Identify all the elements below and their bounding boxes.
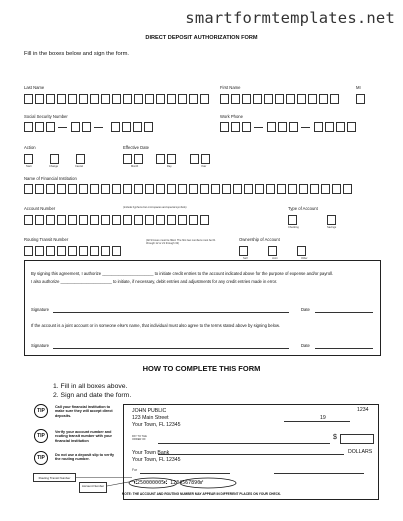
input-box[interactable] — [278, 122, 287, 132]
input-box[interactable] — [167, 215, 176, 225]
how-to-steps — [53, 382, 131, 400]
input-box[interactable] — [90, 184, 99, 194]
account-type-label: Type of Account — [288, 206, 318, 211]
input-box[interactable] — [112, 94, 121, 104]
effective-date-label: Effective Date — [123, 145, 149, 150]
input-box[interactable] — [57, 215, 66, 225]
work-phone-label: Work Phone — [220, 114, 243, 119]
input-box[interactable] — [330, 94, 339, 104]
input-box[interactable] — [200, 184, 209, 194]
tip-badge-3: TIP — [34, 451, 48, 465]
input-box[interactable] — [134, 184, 143, 194]
input-box[interactable] — [24, 154, 33, 164]
input-box[interactable] — [308, 94, 317, 104]
date2-label: Date — [301, 343, 310, 348]
input-box[interactable] — [90, 215, 99, 225]
input-box[interactable] — [277, 184, 286, 194]
input-box[interactable] — [35, 94, 44, 104]
input-box[interactable] — [314, 122, 323, 132]
institution-label: Name of Financial Institution — [24, 176, 77, 181]
action-cancel: Cancel — [75, 165, 84, 168]
input-box[interactable] — [211, 184, 220, 194]
input-box[interactable] — [145, 215, 154, 225]
input-box[interactable] — [46, 246, 55, 256]
tip-2: Verify your account number and routing transit number with your financial institution — [55, 430, 112, 443]
check-words-line — [158, 454, 344, 455]
input-box[interactable] — [178, 215, 187, 225]
input-box[interactable] — [145, 94, 154, 104]
own-self: Self — [243, 257, 248, 260]
input-box[interactable] — [24, 122, 33, 132]
input-box[interactable] — [68, 246, 77, 256]
input-box[interactable] — [332, 184, 341, 194]
input-box[interactable] — [255, 184, 264, 194]
input-box[interactable] — [156, 184, 165, 194]
input-box[interactable] — [35, 122, 44, 132]
input-box[interactable] — [288, 215, 297, 225]
input-box[interactable] — [233, 184, 242, 194]
input-box[interactable] — [101, 246, 110, 256]
input-box[interactable] — [267, 122, 276, 132]
input-box[interactable] — [275, 94, 284, 104]
tip-badge-2: TIP — [34, 429, 48, 443]
input-box[interactable] — [288, 184, 297, 194]
input-box[interactable] — [134, 94, 143, 104]
input-box[interactable] — [145, 184, 154, 194]
input-box[interactable] — [310, 184, 319, 194]
action-label: Action — [24, 145, 36, 150]
input-box[interactable] — [190, 154, 199, 164]
date-label: Date — [301, 307, 310, 312]
input-box[interactable] — [46, 122, 55, 132]
action-start: Start — [26, 165, 32, 168]
brand-watermark: smartformtemplates.net — [185, 9, 395, 27]
input-box[interactable] — [46, 184, 55, 194]
input-box[interactable] — [167, 154, 176, 164]
own-joint: Joint — [272, 257, 278, 260]
mi-label: MI — [356, 85, 361, 90]
input-box[interactable] — [24, 184, 33, 194]
input-box[interactable] — [189, 184, 198, 194]
input-box[interactable] — [24, 94, 33, 104]
check-city: Your Town, FL 12345 — [132, 422, 181, 428]
check-dollars: DOLLARS — [348, 449, 373, 455]
input-box[interactable] — [112, 246, 121, 256]
date2-line[interactable] — [315, 348, 373, 349]
agreement-line-2: I also authorize ______________________ to initiate, if necessary, debit entries and adjustments for any credit entries made in error. — [31, 279, 278, 284]
input-box[interactable] — [57, 184, 66, 194]
account-number-label: Account Number — [24, 206, 56, 211]
input-box[interactable] — [134, 154, 143, 164]
input-box[interactable] — [46, 215, 55, 225]
input-box[interactable] — [356, 94, 365, 104]
input-box[interactable] — [133, 122, 142, 132]
signature2-line[interactable] — [53, 348, 289, 349]
input-box[interactable] — [101, 184, 110, 194]
input-box[interactable] — [134, 215, 143, 225]
check-name: JOHN PUBLIC — [132, 408, 167, 414]
check-bank-city: Your Town, FL 12345 — [132, 457, 181, 463]
input-box[interactable] — [347, 122, 356, 132]
form-title: DIRECT DEPOSIT AUTHORIZATION FORM — [145, 35, 258, 41]
input-box[interactable] — [244, 184, 253, 194]
input-box[interactable] — [222, 184, 231, 194]
joint-note: If the account is a joint account or in someone else's name, that individual must also agree to the terms stated above by signing below. — [31, 323, 280, 328]
check-dollar-sign: $ — [333, 434, 337, 441]
routing-label: Routing Transit Number — [24, 237, 69, 242]
input-box[interactable] — [111, 122, 120, 132]
input-box[interactable] — [299, 184, 308, 194]
input-box[interactable] — [46, 94, 55, 104]
input-box[interactable] — [123, 94, 132, 104]
signature-label: Signature — [31, 307, 49, 312]
input-box[interactable] — [90, 246, 99, 256]
input-box[interactable] — [231, 122, 240, 132]
input-box[interactable] — [220, 94, 229, 104]
input-box[interactable] — [90, 94, 99, 104]
input-box[interactable] — [71, 122, 80, 132]
first-name-label: First Name — [220, 85, 241, 90]
input-box[interactable] — [24, 246, 33, 256]
tip-badge-1: TIP — [34, 404, 48, 418]
separator-dash — [58, 127, 67, 128]
input-box[interactable] — [79, 184, 88, 194]
input-box[interactable] — [266, 184, 275, 194]
signature2-label: Signature — [31, 343, 49, 348]
date-line[interactable] — [315, 312, 373, 313]
action-change: Change — [49, 165, 59, 168]
check-pay-to: PAY TO THE ORDER OF — [132, 435, 147, 441]
step-2: 2. Sign and date the form. — [53, 392, 132, 399]
input-box[interactable] — [112, 215, 121, 225]
account-number-note: (include hyphens but omit spaces and special symbols) — [123, 206, 187, 209]
input-box[interactable] — [68, 215, 77, 225]
signature-line[interactable] — [53, 312, 289, 313]
input-box[interactable] — [297, 246, 306, 256]
type-checking: Checking — [288, 226, 299, 229]
input-box[interactable] — [253, 94, 262, 104]
input-box[interactable] — [122, 122, 131, 132]
input-box[interactable] — [239, 246, 248, 256]
input-box[interactable] — [101, 94, 110, 104]
input-box[interactable] — [200, 94, 209, 104]
input-box[interactable] — [57, 246, 66, 256]
routing-note: (All 9 boxes must be filled. The first two numbers must be 01 through 12 or 21 through 32) — [146, 239, 216, 245]
input-box[interactable] — [268, 246, 277, 256]
date-day: Day — [167, 165, 172, 168]
check-for: For — [132, 468, 138, 472]
input-box[interactable] — [35, 215, 44, 225]
input-box[interactable] — [167, 184, 176, 194]
own-other: Other — [301, 257, 308, 260]
input-box[interactable] — [189, 215, 198, 225]
check-amount-box — [340, 434, 374, 444]
input-box[interactable] — [112, 184, 121, 194]
last-name-label: Last Name — [24, 85, 45, 90]
input-box[interactable] — [189, 94, 198, 104]
input-box[interactable] — [220, 122, 229, 132]
ssn-label: Social Security Number — [24, 114, 68, 119]
separator-dash — [301, 127, 310, 128]
input-box[interactable] — [343, 184, 352, 194]
input-box[interactable] — [319, 94, 328, 104]
input-box[interactable] — [144, 122, 153, 132]
input-box[interactable] — [156, 94, 165, 104]
input-box[interactable] — [50, 154, 59, 164]
input-box[interactable] — [24, 215, 33, 225]
input-box[interactable] — [35, 184, 44, 194]
input-box[interactable] — [264, 94, 273, 104]
input-box[interactable] — [336, 122, 345, 132]
how-to-title: HOW TO COMPLETE THIS FORM — [142, 364, 261, 373]
input-box[interactable] — [289, 122, 298, 132]
routing-callout: Routing Transit Number — [33, 473, 76, 482]
agreement-line-1: By signing this agreement, I authorize ______________________ to initiate credit entries to the account indicated above for the purpose of expense and/or payroll. — [31, 271, 334, 276]
input-box[interactable] — [201, 154, 210, 164]
input-box[interactable] — [76, 154, 85, 164]
input-box[interactable] — [68, 184, 77, 194]
account-callout: Account Number — [79, 482, 107, 493]
ownership-label: Ownership of Account — [239, 237, 280, 242]
input-box[interactable] — [286, 94, 295, 104]
input-box[interactable] — [123, 215, 132, 225]
input-box[interactable] — [297, 94, 306, 104]
input-box[interactable] — [57, 94, 66, 104]
check-payee-line — [158, 443, 330, 444]
separator-dash — [94, 127, 103, 128]
check-date-line — [284, 421, 350, 422]
form-intro: Fill in the boxes below and sign the form. — [24, 51, 130, 57]
separator-dash — [254, 127, 263, 128]
input-box[interactable] — [156, 154, 165, 164]
input-box[interactable] — [101, 215, 110, 225]
micr-highlights — [128, 474, 238, 494]
input-box[interactable] — [327, 215, 336, 225]
agreement-box — [24, 260, 381, 356]
input-box[interactable] — [167, 94, 176, 104]
input-box[interactable] — [82, 122, 91, 132]
input-box[interactable] — [68, 94, 77, 104]
input-box[interactable] — [231, 94, 240, 104]
input-box[interactable] — [123, 184, 132, 194]
step-1: 1. Fill in all boxes above. — [53, 383, 128, 390]
input-box[interactable] — [123, 154, 132, 164]
input-box[interactable] — [156, 215, 165, 225]
check-bank: Your Town Bank — [132, 450, 170, 456]
input-box[interactable] — [200, 215, 209, 225]
type-savings: Savings — [327, 226, 337, 229]
input-box[interactable] — [79, 94, 88, 104]
check-signature-line — [274, 473, 364, 474]
input-box[interactable] — [35, 246, 44, 256]
check-date-suffix: 19 — [320, 415, 326, 421]
check-note: NOTE: THE ACCOUNT AND ROUTING NUMBER MAY APPEAR IN DIFFERENT PLACES ON YOUR CHECK. — [121, 492, 282, 496]
date-year: Year — [201, 165, 207, 168]
tip-3: Do not use a deposit slip to verify the routing number. — [55, 453, 115, 462]
input-box[interactable] — [79, 246, 88, 256]
check-street: 123 Main Street — [132, 415, 169, 421]
date-month: Month — [131, 165, 139, 168]
check-number: 1234 — [357, 407, 369, 413]
input-box[interactable] — [79, 215, 88, 225]
check-micr: ⑆250000005⑆ 1234567890⑈ — [134, 480, 204, 486]
tip-1: Call your financial institution to make sure they will accept direct deposits. — [55, 405, 113, 418]
input-box[interactable] — [325, 122, 334, 132]
input-box[interactable] — [242, 122, 251, 132]
input-box[interactable] — [242, 94, 251, 104]
input-box[interactable] — [321, 184, 330, 194]
input-box[interactable] — [178, 184, 187, 194]
input-box[interactable] — [178, 94, 187, 104]
